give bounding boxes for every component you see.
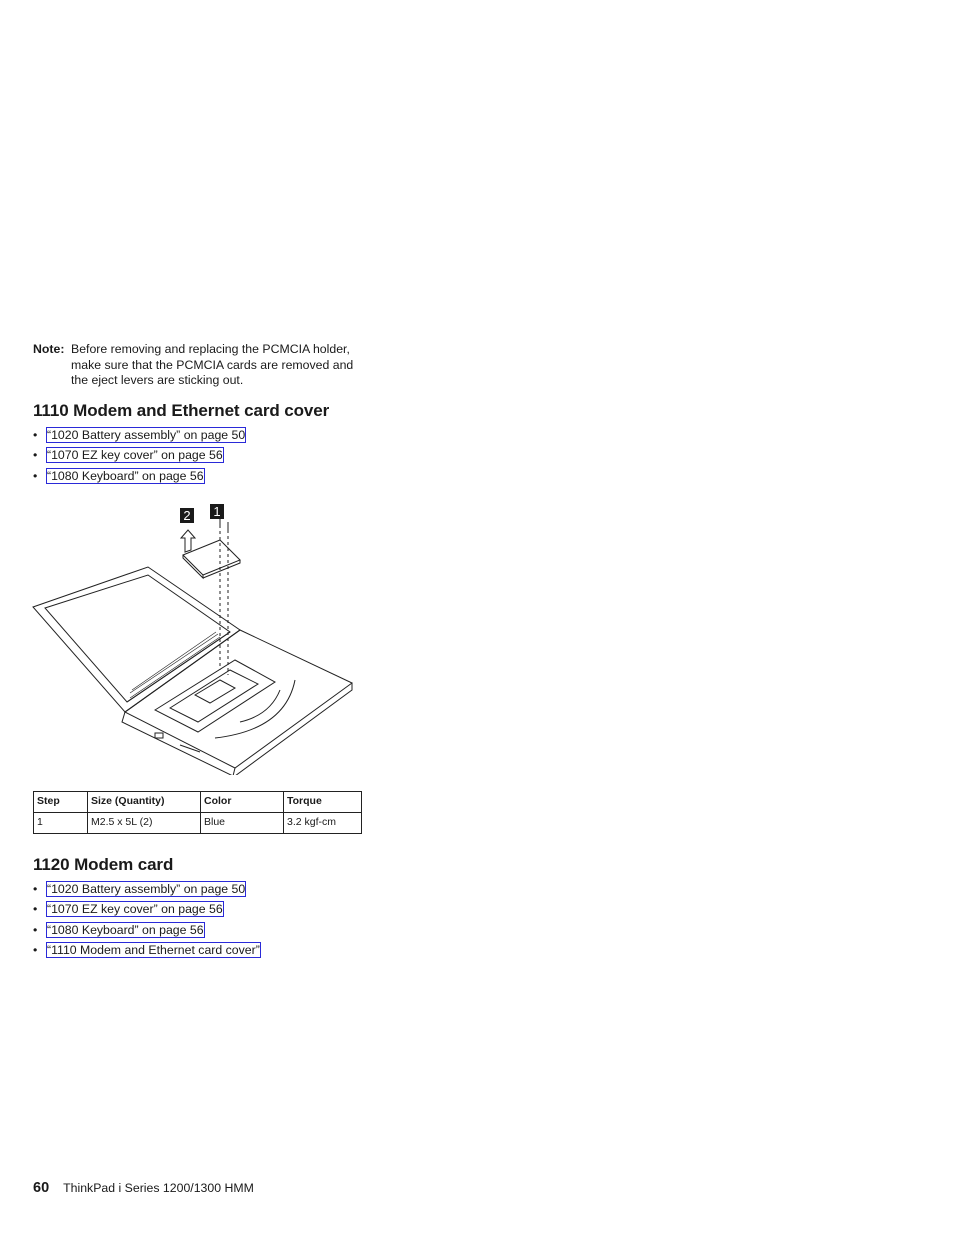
callout-1: 1 [210, 504, 224, 519]
header-torque: Torque [284, 792, 362, 813]
section-title-1120: 1120 Modem card [33, 855, 174, 874]
link-ez-key-cover[interactable]: “1070 EZ key cover” on page 56 [47, 902, 223, 917]
cell-torque: 3.2 kgf-cm [284, 813, 362, 834]
note-text: Before removing and replacing the PCMCIA holder, make sure that the PCMCIA cards are removed and the eject levers are sticking out. [71, 342, 354, 388]
link-ez-key-cover[interactable]: “1070 EZ key cover” on page 56 [47, 448, 223, 463]
laptop-disassembly-figure [30, 500, 360, 775]
link-keyboard[interactable]: “1080 Keyboard” on page 56 [47, 922, 204, 937]
page-number: 60 [33, 1180, 50, 1196]
bullet: • [33, 922, 38, 937]
screw-spec-table [33, 791, 362, 834]
section-title-1110: 1110 Modem and Ethernet card cover [33, 401, 330, 420]
bullet: • [33, 882, 38, 896]
laptop-illustration [30, 500, 360, 775]
table-header-row [34, 792, 362, 813]
page-footer [33, 1180, 254, 1196]
link-battery-assembly[interactable]: “1020 Battery assembly” on page 50 [47, 428, 246, 442]
header-size: Size (Quantity) [88, 792, 201, 813]
header-color: Color [201, 792, 284, 813]
table-row [34, 813, 362, 834]
callout-2: 2 [180, 508, 194, 523]
bullet: • [33, 448, 38, 463]
bullet: • [33, 428, 38, 442]
link-keyboard[interactable]: “1080 Keyboard” on page 56 [47, 468, 204, 483]
link-battery-assembly[interactable]: “1020 Battery assembly” on page 50 [47, 882, 246, 896]
cell-color: Blue [201, 813, 284, 834]
bullet: • [33, 942, 38, 957]
note-label: Note: [33, 342, 65, 356]
header-step: Step [34, 792, 88, 813]
cell-step: 1 [34, 813, 88, 834]
cell-size: M2.5 x 5L (2) [88, 813, 201, 834]
doc-title: ThinkPad i Series 1200/1300 HMM [63, 1181, 254, 1195]
bullet: • [33, 902, 38, 917]
bullet: • [33, 468, 38, 483]
link-modem-ethernet-cover[interactable]: “1110 Modem and Ethernet card cover” [47, 942, 260, 957]
